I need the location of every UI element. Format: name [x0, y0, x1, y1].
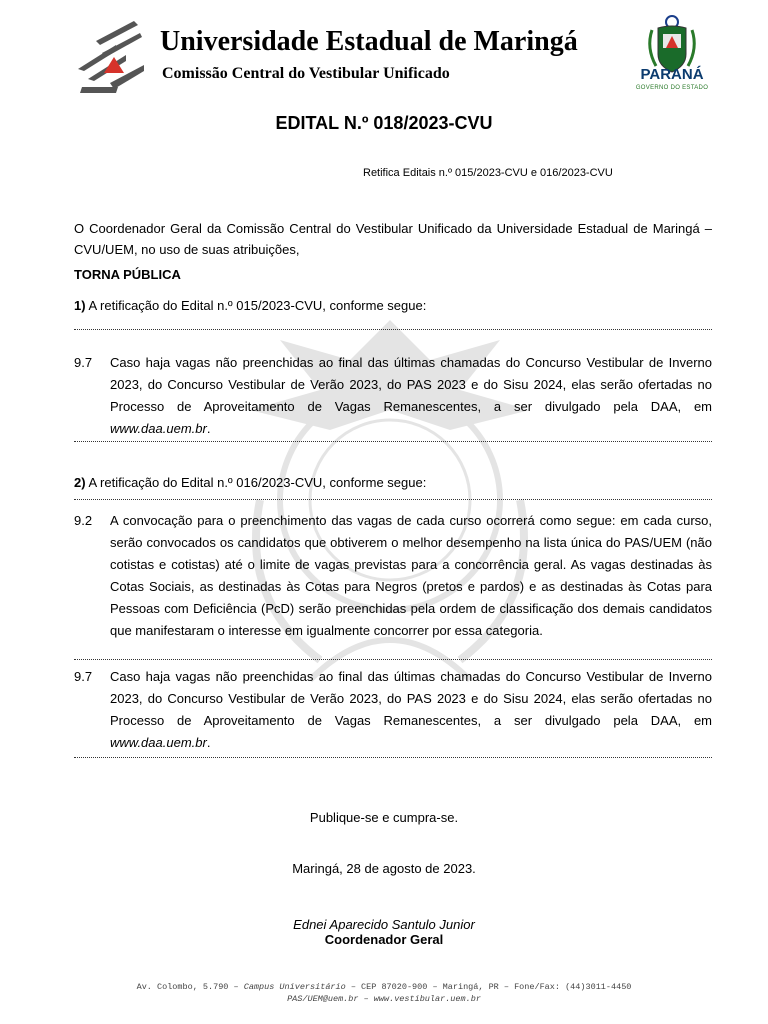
clause-text: Caso haja vagas não preenchidas ao final das últimas chamadas do Concurso Vestibular de Inverno 2023, do Concurso Vestibular de Verão 2023, do PAS 2023 e do Sisu 2024, elas serão ofertadas no Processo de Aproveitamento de Vagas Remanescentes, a ser divulgado pela DAA, em	[110, 669, 712, 728]
signer-role: Coordenador Geral	[324, 932, 444, 947]
signer-name: Ednei Aparecido Santulo Junior	[293, 917, 475, 932]
publish-statement: Publique-se e cumpra-se.	[309, 810, 459, 825]
item-text: A retificação do Edital n.º 015/2023-CVU, conforme segue:	[85, 298, 427, 313]
clause-9-7-first	[74, 352, 712, 440]
clause-9-2	[74, 510, 712, 642]
dotted-separator	[74, 499, 712, 500]
daa-link[interactable]: www.daa.uem.br	[110, 421, 207, 436]
clause-number: 9.7	[74, 669, 93, 684]
footer-website-link[interactable]: www.vestibular.uem.br	[373, 994, 481, 1004]
rectifies-note: Retifica Editais n.º 015/2023-CVU e 016/2023-CVU	[363, 167, 613, 179]
footer-address	[0, 983, 768, 992]
footer-address-street: Av. Colombo, 5.790 –	[136, 982, 244, 992]
clause-text: A convocação para o preenchimento das vagas de cada curso ocorrerá como segue: em cada curso, serão convocados os candidatos que obtiverem o melhor desempenho na lista única do PAS/UEM (não cotistas e cotistas) até o limite de vagas previstas para a concorrência geral. As vagas destinadas às Cotas Sociais, as destinadas às Cotas para Negros (pretos e pardos) e as destinadas às Cotas para Pessoas com Deficiência (PcD) serão preenchidas pela ordem de classificação dos demais candidatos que manifestaram o interesse em igualmente concorrer por essa categoria.	[110, 513, 712, 638]
clause-number: 9.2	[74, 513, 93, 528]
clause-end: .	[206, 421, 211, 436]
clause-end: .	[206, 735, 211, 750]
intro-paragraph: O Coordenador Geral da Comissão Central do Vestibular Unificado da Universidade Estadual de Maringá – CVU/UEM, no uso de suas atribuições,	[74, 221, 712, 257]
footer-contacts	[0, 995, 768, 1004]
dotted-separator	[74, 329, 712, 330]
clause-9-7-second	[74, 666, 712, 754]
dotted-separator	[74, 757, 712, 758]
daa-link[interactable]: www.daa.uem.br	[110, 735, 207, 750]
commission-name: Comissão Central do Vestibular Unificado	[162, 65, 450, 82]
university-name: Universidade Estadual de Maringá	[160, 26, 578, 57]
footer-separator: –	[358, 994, 374, 1004]
item-1	[74, 299, 426, 312]
item-text: A retificação do Edital n.º 016/2023-CVU, conforme segue:	[85, 475, 427, 490]
dotted-separator	[74, 659, 712, 660]
document-title: EDITAL N.º 018/2023-CVU	[275, 113, 493, 133]
state-logo-subtext: GOVERNO DO ESTADO	[635, 85, 709, 91]
state-logo-text: PARANÁ	[640, 66, 704, 83]
clause-number: 9.7	[74, 355, 93, 370]
place-and-date: Maringá, 28 de agosto de 2023.	[292, 861, 476, 876]
clause-text: Caso haja vagas não preenchidas ao final das últimas chamadas do Concurso Vestibular de Inverno 2023, do Concurso Vestibular de Verão 2023, do PAS 2023 e do Sisu 2024, elas serão ofertadas no Processo de Aproveitamento de Vagas Remanescentes, a ser divulgado pela DAA, em	[110, 355, 712, 414]
footer-address-rest: – CEP 87020-900 – Maringá, PR – Fone/Fax: (44)3011-4450	[345, 982, 632, 992]
uem-logo	[76, 17, 146, 97]
torna-publica-heading: TORNA PÚBLICA	[74, 267, 181, 282]
item-number: 2)	[74, 475, 86, 490]
footer-email-link[interactable]: PAS/UEM@uem.br	[287, 994, 359, 1004]
dotted-separator	[74, 441, 712, 442]
footer-campus: Campus Universitário	[243, 982, 346, 992]
item-2	[74, 476, 426, 489]
item-number: 1)	[74, 298, 86, 313]
